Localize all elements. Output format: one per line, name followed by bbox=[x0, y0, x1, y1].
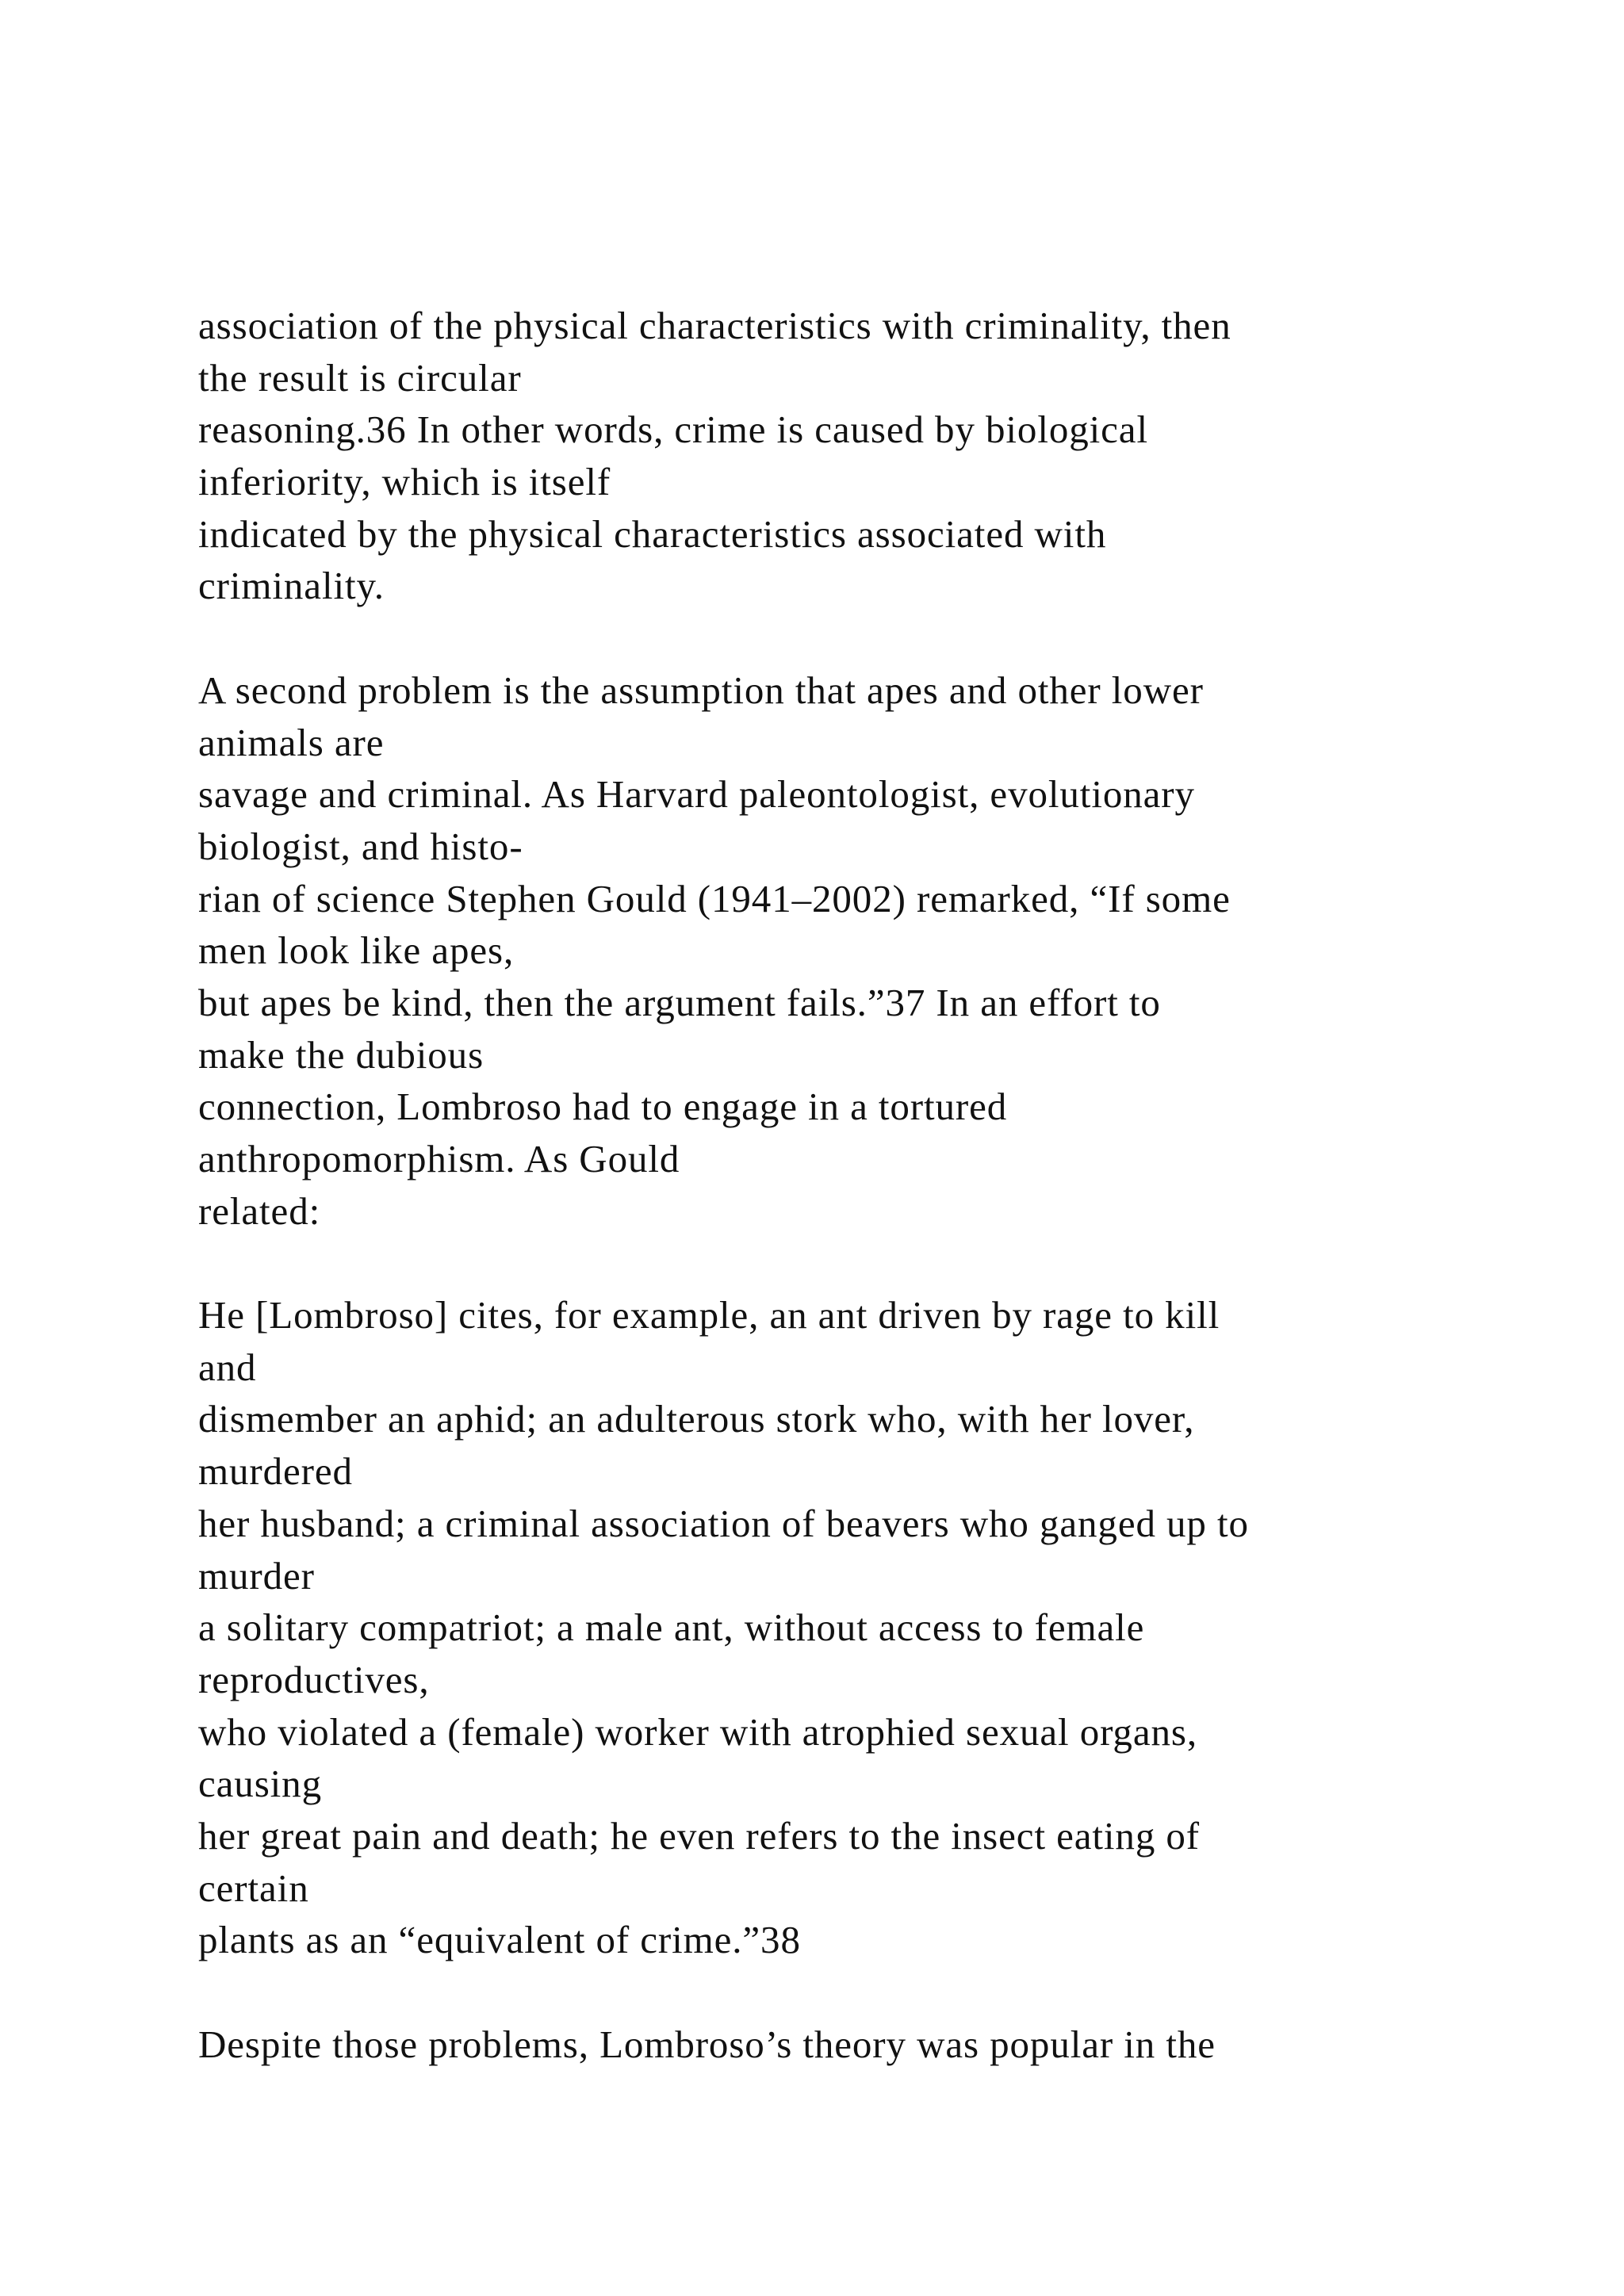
block-quote bbox=[198, 1289, 1546, 1966]
text-line: murder bbox=[198, 1553, 315, 1598]
text-line: her husband; a criminal association of beavers who ganged up to bbox=[198, 1501, 1249, 1545]
text-line: anthropomorphism. As Gould bbox=[198, 1137, 680, 1181]
text-line: inferiority, which is itself bbox=[198, 460, 611, 504]
paragraph bbox=[198, 2019, 1546, 2071]
text-line: make the dubious bbox=[198, 1032, 485, 1077]
text-line: but apes be kind, then the argument fails.”37 In an effort to bbox=[198, 980, 1161, 1024]
text-line: and bbox=[198, 1345, 257, 1389]
text-line: murdered bbox=[198, 1449, 353, 1494]
paragraph bbox=[198, 664, 1546, 1238]
text-line: biologist, and histo- bbox=[198, 824, 523, 868]
text-line: He [Lombroso] cites, for example, an ant driven by rage to kill bbox=[198, 1293, 1220, 1337]
paragraph bbox=[198, 300, 1546, 612]
text-line: indicated by the physical characteristics associated with bbox=[198, 511, 1107, 556]
text-line: certain bbox=[198, 1866, 309, 1910]
text-line: plants as an “equivalent of crime.”38 bbox=[198, 1918, 801, 1962]
text-line: reproductives, bbox=[198, 1657, 430, 1701]
text-line: causing bbox=[198, 1762, 322, 1806]
text-line: related: bbox=[198, 1188, 321, 1233]
text-line: reasoning.36 In other words, crime is caused by biological bbox=[198, 408, 1148, 452]
text-line: association of the physical characteristics with criminality, then bbox=[198, 304, 1231, 347]
text-line: Despite those problems, Lombroso’s theory was popular in the bbox=[198, 2022, 1216, 2066]
text-line: animals are bbox=[198, 720, 385, 764]
text-line: rian of science Stephen Gould (1941–2002) remarked, “If some bbox=[198, 876, 1231, 920]
paragraph-gap bbox=[198, 1237, 1546, 1289]
text-line: savage and criminal. As Harvard paleontologist, evolutionary bbox=[198, 772, 1195, 817]
text-line: men look like apes, bbox=[198, 928, 515, 973]
text-line: her great pain and death; he even refers to the insect eating of bbox=[198, 1813, 1201, 1858]
text-line: a solitary compatriot; a male ant, without access to female bbox=[198, 1605, 1145, 1650]
text-line: criminality. bbox=[198, 564, 385, 608]
body-text bbox=[198, 300, 1546, 2070]
paragraph-gap bbox=[198, 612, 1546, 664]
paragraph-gap bbox=[198, 1966, 1546, 2019]
text-line: dismember an aphid; an adulterous stork who, with her lover, bbox=[198, 1397, 1195, 1441]
text-line: A second problem is the assumption that apes and other lower bbox=[198, 668, 1204, 712]
text-line: connection, Lombroso had to engage in a tortured bbox=[198, 1085, 1008, 1129]
text-line: who violated a (female) worker with atrophied sexual organs, bbox=[198, 1709, 1198, 1754]
text-line: the result is circular bbox=[198, 355, 522, 400]
